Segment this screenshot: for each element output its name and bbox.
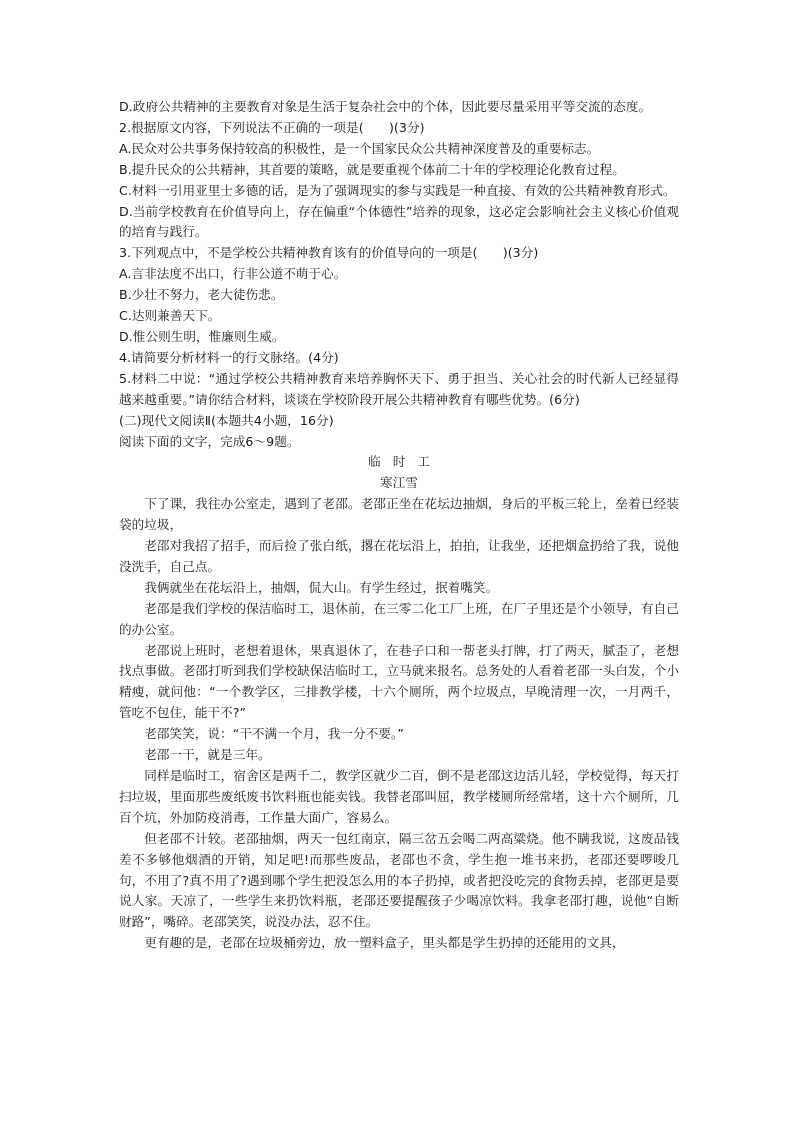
reading-instruction: 阅读下面的文字，完成6～9题。 xyxy=(119,433,300,449)
story-paragraph: 老邵是我们学校的保洁临时工，退休前，在三零二化工厂上班，在厂子里还是个小领导，有自己的办公室。 xyxy=(119,600,679,637)
question-3: 3.下列观点中，不是学校公共精神教育该有的价值导向的一项是( )(3分) xyxy=(119,245,539,261)
option-d-q3: D.惟公则生明，惟廉则生威。 xyxy=(119,328,285,344)
story-paragraph: 我俩就坐在花坛沿上，抽烟，侃大山。有学生经过，抿着嘴笑。 xyxy=(144,579,499,595)
option-a-q3: A.言非法度不出口，行非公道不萌于心。 xyxy=(119,266,347,282)
story-paragraph: 老邵对我招了招手，而后捡了张白纸，撂在花坛沿上，拍拍，让我坐，还把烟盒扔给了我，说他没洗手，自己点。 xyxy=(119,538,679,574)
story-title-text: 临时工 xyxy=(368,454,442,470)
option-b-q3: B.少壮不努力，老大徒伤悲。 xyxy=(119,287,284,303)
option-c-q3: C.达则兼善天下。 xyxy=(119,308,221,324)
story-title xyxy=(119,452,679,473)
option-d-q2: D.当前学校教育在价值导向上，存在偏重“个体德性”培养的现象，这必定会影响社会主义核心价值观的培育与践行。 xyxy=(119,203,679,240)
question-5: 5.材料二中说：“通过学校公共精神教育来培养胸怀天下、勇于担当、关心社会的时代新人已经显得越来越重要。”请你结合材料，谈谈在学校阶段开展公共精神教育有哪些优势。(6分) xyxy=(119,370,679,407)
story-paragraph: 老邵笑笑，说：“干不满一个月，我一分不要。” xyxy=(144,726,404,742)
story-author: 寒江雪 xyxy=(380,475,418,491)
option-b-q2: B.提升民众的公共精神，其首要的策略，就是要重视个体前二十年的学校理论化教育过程。 xyxy=(119,161,625,177)
section-heading: (二)现代文阅读Ⅱ(本题共4小题，16分) xyxy=(119,412,334,428)
question-2: 2.根据原文内容，下列说法不正确的一项是( )(3分) xyxy=(119,119,425,135)
story-paragraph: 下了课，我往办公室走，遇到了老邵。老邵正坐在花坛边抽烟，身后的平板三轮上，垒着已经装袋的垃圾， xyxy=(119,496,679,533)
document-body xyxy=(119,97,679,954)
question-4: 4.请简要分析材料一的行文脉络。(4分) xyxy=(119,349,339,365)
story-paragraph: 老邵一干，就是三年。 xyxy=(144,747,271,763)
story-paragraph: 老邵说上班时，老想着退休，果真退休了，在巷子口和一帮老头打牌，打了两天，腻歪了，老想找点事做。老邵打听到我们学校缺保洁临时工，立马就来报名。总务处的人看着老邵一头白发，个小精瘦，就问他：“一个教学区，三排教学楼，十六个厕所，两个垃圾点，早晚清理一次，一月两千，管吃不包住，能干不?” xyxy=(119,642,679,721)
story-paragraph: 但老邵不计较。老邵抽烟，两天一包红南京，隔三岔五会喝二两高粱烧。他不瞒我说，这废品钱差不多够他烟酒的开销，知足吧!而那些废品，老邵也不贪，学生抱一堆书来扔，老邵还要啰唆几句，不用了?真不用了?遇到哪个学生把没怎么用的本子扔掉，或者把没吃完的食物丢掉，老邵更是要说人家。天凉了，一些学生来扔饮料瓶，老邵还要提醒孩子少喝凉饮料。我拿老邵打趣，说他“自断财路”，嘴碎。老邵笑笑，说没办法，忍不住。 xyxy=(119,830,679,930)
option-c-q2: C.材料一引用亚里士多德的话，是为了强调现实的参与实践是一种直接、有效的公共精神教育形式。 xyxy=(119,182,676,198)
option-a-q2: A.民众对公共事务保持较高的积极性，是一个国家民众公共精神深度普及的重要标志。 xyxy=(119,140,600,156)
story-paragraph: 同样是临时工，宿舍区是两千二，教学区就少二百，倒不是老邵这边活儿轻，学校觉得，每天打扫垃圾，里面那些废纸废书饮料瓶也能卖钱。我替老邵叫屈，教学楼厕所经常堵，这十六个厕所，几百个坑，外加防疫消毒，工作量大面广，容易么。 xyxy=(119,768,679,825)
story-paragraph: 更有趣的是，老邵在垃圾桶旁边，放一塑料盒子，里头都是学生扔掉的还能用的文具， xyxy=(144,935,625,951)
option-d-q1: D.政府公共精神的主要教育对象是生活于复杂社会中的个体，因此要尽量采用平等交流的态度。 xyxy=(119,99,652,114)
